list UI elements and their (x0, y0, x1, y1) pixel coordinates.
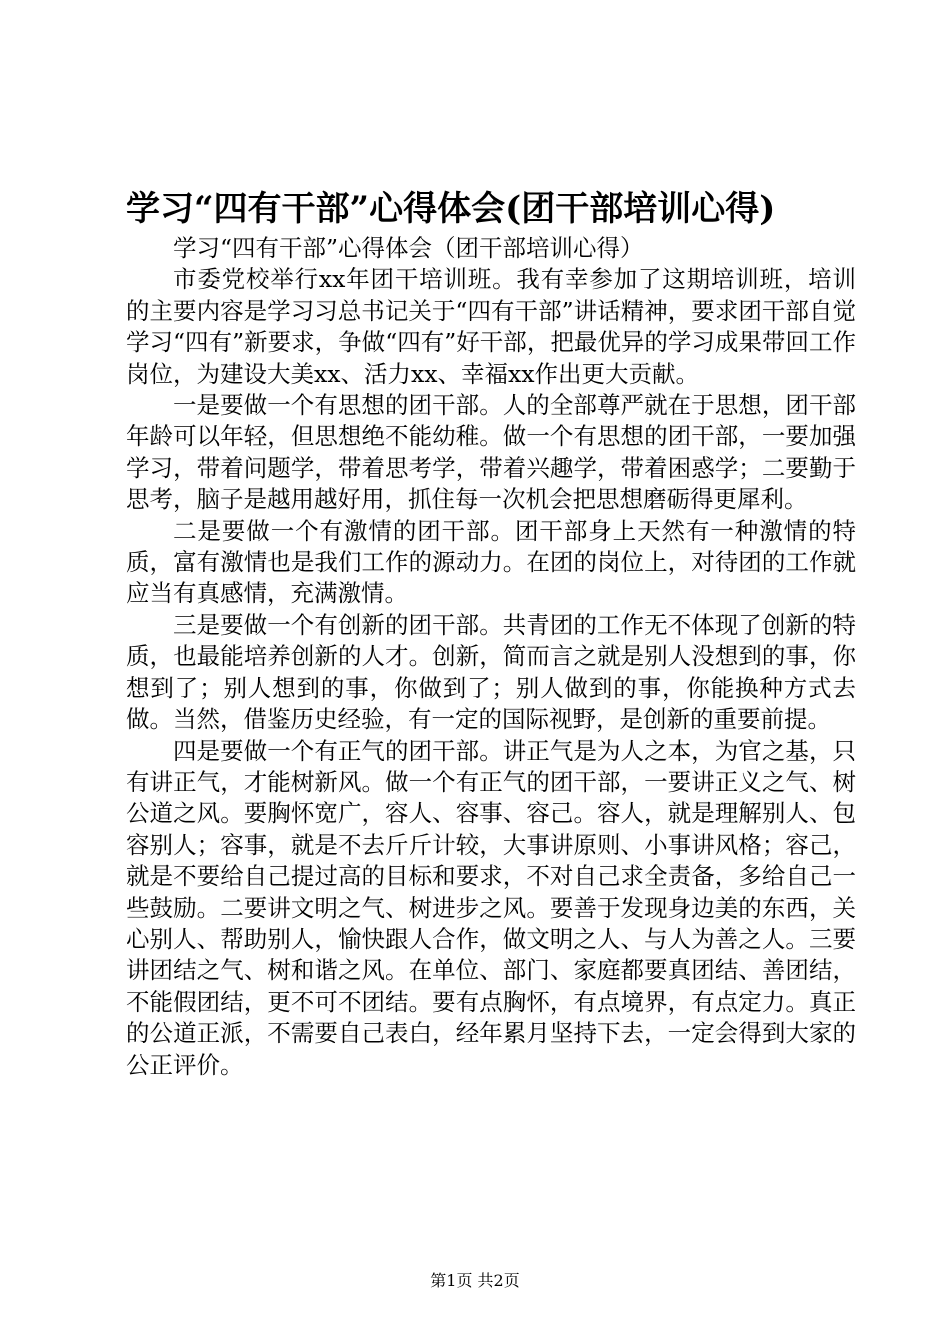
page-footer: 第1页 共2页 (430, 1271, 520, 1290)
paragraph-innovation: 三是要做一个有创新的团干部。共青团的工作无不体现了创新的特质，也最能培养创新的人才。创新，简而言之就是别人没想到的事，你想到了；别人想到的事，你做到了；别人做到的事，你能换种方式去做。当然，借鉴历史经验，有一定的国际视野，是创新的重要前提。 (126, 610, 856, 734)
paragraph-intro: 市委党校举行xx年团干培训班。我有幸参加了这期培训班，培训的主要内容是学习习总书记关于“四有干部”讲话精神，要求团干部自觉学习“四有”新要求，争做“四有”好干部，把最优异的学习成果带回工作岗位，为建设大美xx、活力xx、幸福xx作出更大贡献。 (126, 265, 856, 388)
paragraph-passion: 二是要做一个有激情的团干部。团干部身上天然有一种激情的特质，富有激情也是我们工作的源动力。在团的岗位上，对待团的工作就应当有真感情，充满激情。 (126, 516, 856, 608)
paragraph-thought: 一是要做一个有思想的团干部。人的全部尊严就在于思想，团干部年龄可以年轻，但思想绝不能幼稚。做一个有思想的团干部，一要加强学习，带着问题学，带着思考学，带着兴趣学，带着困惑学；二要勤于思考，脑子是越用越好用，抓住每一次机会把思想磨砺得更犀利。 (126, 391, 856, 514)
paragraph-subtitle: 学习“四有干部”心得体会（团干部培训心得） (173, 234, 644, 262)
document-title: 学习“四有干部”心得体会(团干部培训心得) (126, 189, 776, 229)
document-body (126, 233, 856, 1081)
paragraph-integrity: 四是要做一个有正气的团干部。讲正气是为人之本，为官之基，只有讲正气，才能树新风。做一个有正气的团干部，一要讲正义之气、树公道之风。要胸怀宽广，容人、容事、容己。容人，就是理解别人、包容别人；容事，就是不去斤斤计较，大事讲原则、小事讲风格；容己，就是不要给自己提过高的目标和要求，不对自己求全责备，多给自己一些鼓励。二要讲文明之气、树进步之风。要善于发现身边美的东西，关心别人、帮助别人，愉快跟人合作，做文明之人、与人为善之人。三要讲团结之气、树和谐之风。在单位、部门、家庭都要真团结、善团结，不能假团结，更不可不团结。要有点胸怀，有点境界，有点定力。真正的公道正派，不需要自己表白，经年累月坚持下去，一定会得到大家的公正评价。 (126, 736, 856, 1079)
